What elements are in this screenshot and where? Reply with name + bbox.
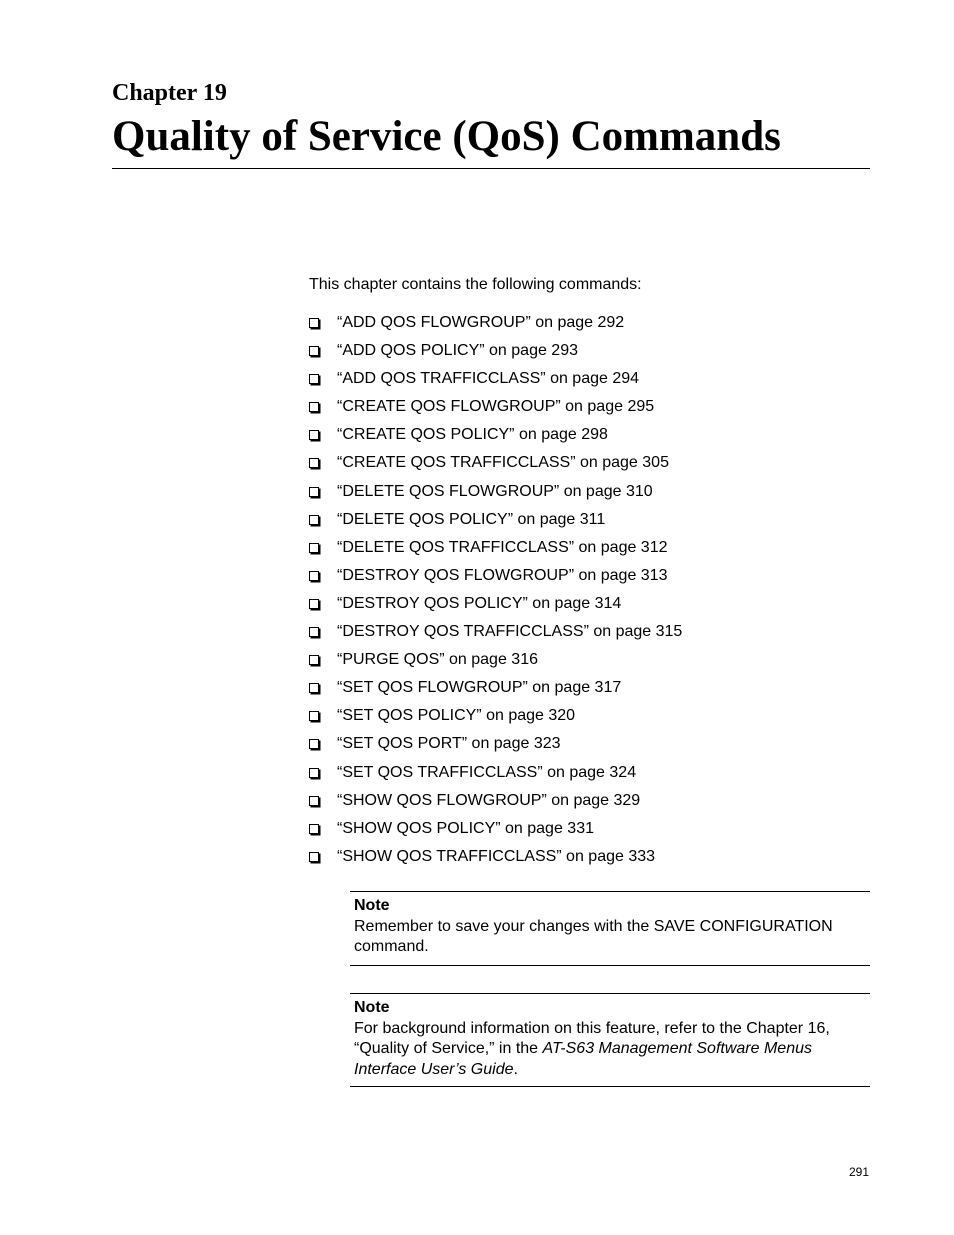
checkbox-icon bbox=[309, 458, 319, 468]
checkbox-icon bbox=[309, 374, 319, 384]
page-number: 291 bbox=[848, 1165, 869, 1179]
checkbox-icon bbox=[309, 852, 319, 862]
list-item[interactable] bbox=[309, 734, 682, 762]
list-item[interactable] bbox=[309, 482, 682, 510]
list-item-label: “SET QOS POLICY” on page 320 bbox=[337, 707, 576, 725]
checkbox-icon bbox=[309, 711, 319, 721]
list-item-label: “SHOW QOS POLICY” on page 331 bbox=[337, 819, 594, 837]
checkbox-icon bbox=[309, 346, 319, 356]
checkbox-icon bbox=[309, 599, 319, 609]
list-item-label: “CREATE QOS POLICY” on page 298 bbox=[337, 426, 608, 444]
list-item[interactable] bbox=[309, 369, 682, 397]
list-item[interactable] bbox=[309, 341, 682, 369]
list-item-label: “ADD QOS TRAFFICCLASS” on page 294 bbox=[337, 370, 640, 388]
list-item[interactable] bbox=[309, 622, 682, 650]
list-item-label: “DESTROY QOS TRAFFICCLASS” on page 315 bbox=[337, 623, 683, 641]
title-divider bbox=[112, 168, 870, 169]
list-item-label: “DELETE QOS FLOWGROUP” on page 310 bbox=[337, 482, 653, 500]
list-item[interactable] bbox=[309, 763, 682, 791]
note-box-save bbox=[350, 891, 870, 966]
list-item-label: “SHOW QOS TRAFFICCLASS” on page 333 bbox=[337, 847, 656, 865]
checkbox-icon bbox=[309, 627, 319, 637]
list-item[interactable] bbox=[309, 510, 682, 538]
note-body: Remember to save your changes with the SAVE CONFIGURATION command. bbox=[354, 917, 833, 955]
list-item-label: “DESTROY QOS FLOWGROUP” on page 313 bbox=[337, 566, 668, 584]
list-item-label: “CREATE QOS TRAFFICCLASS” on page 305 bbox=[337, 454, 669, 472]
list-item[interactable] bbox=[309, 566, 682, 594]
list-item[interactable] bbox=[309, 847, 682, 875]
list-item-label: “ADD QOS POLICY” on page 293 bbox=[337, 342, 578, 360]
note-body-prefix: For background information on this feature, refer to the Chapter 16, “Quality of Service,” in the bbox=[354, 1019, 830, 1057]
note-body bbox=[354, 1019, 870, 1081]
checkbox-icon bbox=[309, 487, 319, 497]
list-item[interactable] bbox=[309, 594, 682, 622]
list-item[interactable] bbox=[309, 819, 682, 847]
checkbox-icon bbox=[309, 739, 319, 749]
list-item-label: “DESTROY QOS POLICY” on page 314 bbox=[337, 594, 622, 612]
checkbox-icon bbox=[309, 515, 319, 525]
checkbox-icon bbox=[309, 571, 319, 581]
checkbox-icon bbox=[309, 683, 319, 693]
list-item[interactable] bbox=[309, 791, 682, 819]
chapter-label: Chapter 19 bbox=[112, 80, 227, 106]
list-item-label: “DELETE QOS POLICY” on page 311 bbox=[337, 510, 606, 528]
command-list bbox=[309, 313, 682, 875]
note-body-suffix: . bbox=[513, 1060, 518, 1078]
guide-title-link[interactable]: AT-S63 Management Software Menus Interface User’s Guide bbox=[354, 1040, 812, 1078]
list-item[interactable] bbox=[309, 650, 682, 678]
list-item-label: “SHOW QOS FLOWGROUP” on page 329 bbox=[337, 791, 641, 809]
list-item[interactable] bbox=[309, 678, 682, 706]
list-item[interactable] bbox=[309, 538, 682, 566]
note-heading: Note bbox=[354, 897, 390, 914]
checkbox-icon bbox=[309, 796, 319, 806]
list-item-label: “SET QOS FLOWGROUP” on page 317 bbox=[337, 679, 622, 697]
list-item[interactable] bbox=[309, 706, 682, 734]
checkbox-icon bbox=[309, 402, 319, 412]
list-item[interactable] bbox=[309, 453, 682, 481]
list-item-label: “ADD QOS FLOWGROUP” on page 292 bbox=[337, 314, 625, 331]
list-item[interactable] bbox=[309, 397, 682, 425]
checkbox-icon bbox=[309, 655, 319, 665]
list-item-label: “CREATE QOS FLOWGROUP” on page 295 bbox=[337, 398, 655, 416]
note-heading: Note bbox=[354, 999, 390, 1016]
list-item[interactable] bbox=[309, 313, 682, 341]
list-item-label: “SET QOS PORT” on page 323 bbox=[337, 735, 561, 753]
checkbox-icon bbox=[309, 768, 319, 778]
note-box-background bbox=[350, 993, 870, 1087]
list-item-label: “SET QOS TRAFFICCLASS” on page 324 bbox=[337, 763, 637, 781]
list-item-label: “DELETE QOS TRAFFICCLASS” on page 312 bbox=[337, 538, 668, 556]
list-item[interactable] bbox=[309, 425, 682, 453]
checkbox-icon bbox=[309, 430, 319, 440]
intro-text: This chapter contains the following commands: bbox=[309, 276, 642, 293]
checkbox-icon bbox=[309, 543, 319, 553]
chapter-title: Quality of Service (QoS) Commands bbox=[112, 113, 781, 160]
checkbox-icon bbox=[309, 824, 319, 834]
checkbox-icon bbox=[309, 318, 319, 328]
list-item-label: “PURGE QOS” on page 316 bbox=[337, 651, 538, 669]
